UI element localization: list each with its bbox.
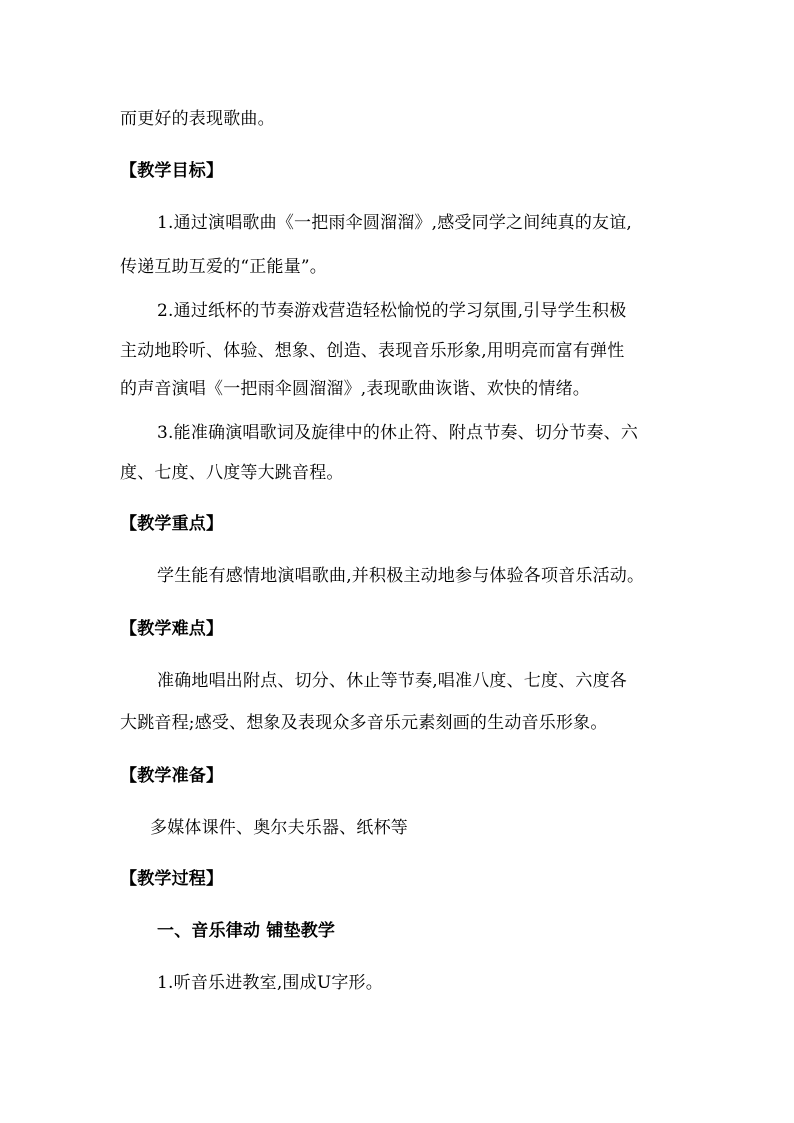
process-heading: 【教学过程】: [120, 869, 224, 889]
preparation-line-1: 多媒体课件、奥尔夫乐器、纸杯等: [150, 818, 408, 838]
objective-2-line-1: 2.通过纸杯的节奏游戏营造轻松愉悦的学习氛围,引导学生积极: [157, 301, 627, 321]
difficulties-line-2: 大跳音程;感受、想象及表现众多音乐元素刻画的生动音乐形象。: [120, 713, 608, 733]
objective-3-line-2: 度、七度、八度等大跳音程。: [120, 463, 344, 483]
key-points-line-1: 学生能有感情地演唱歌曲,并积极主动地参与体验各项音乐活动。: [157, 566, 645, 586]
key-points-heading: 【教学重点】: [120, 514, 224, 534]
preparation-heading: 【教学准备】: [120, 766, 224, 786]
objective-2-line-2: 主动地聆听、体验、想象、创造、表现音乐形象,用明亮而富有弹性: [120, 341, 625, 361]
difficulties-heading: 【教学难点】: [120, 619, 224, 639]
difficulties-line-1: 准确地唱出附点、切分、休止等节奏,唱准八度、七度、六度各: [157, 671, 628, 691]
intro-tail-text: 而更好的表现歌曲。: [120, 109, 275, 129]
objective-3-line-1: 3.能准确演唱歌词及旋律中的休止符、附点节奏、切分节奏、六: [157, 423, 639, 443]
process-section-1-title: 一、音乐律动 铺垫教学: [157, 921, 336, 941]
objective-2-line-3: 的声音演唱《一把雨伞圆溜溜》,表现歌曲诙谐、欢快的情绪。: [120, 379, 591, 399]
objective-1-line-2: 传递互助互爱的“正能量”。: [120, 257, 327, 277]
objectives-heading: 【教学目标】: [120, 161, 224, 181]
process-step-1: 1.听音乐进教室,围成U字形。: [157, 973, 383, 993]
objective-1-line-1: 1.通过演唱歌曲《一把雨伞圆溜溜》,感受同学之间纯真的友谊,: [157, 213, 633, 233]
